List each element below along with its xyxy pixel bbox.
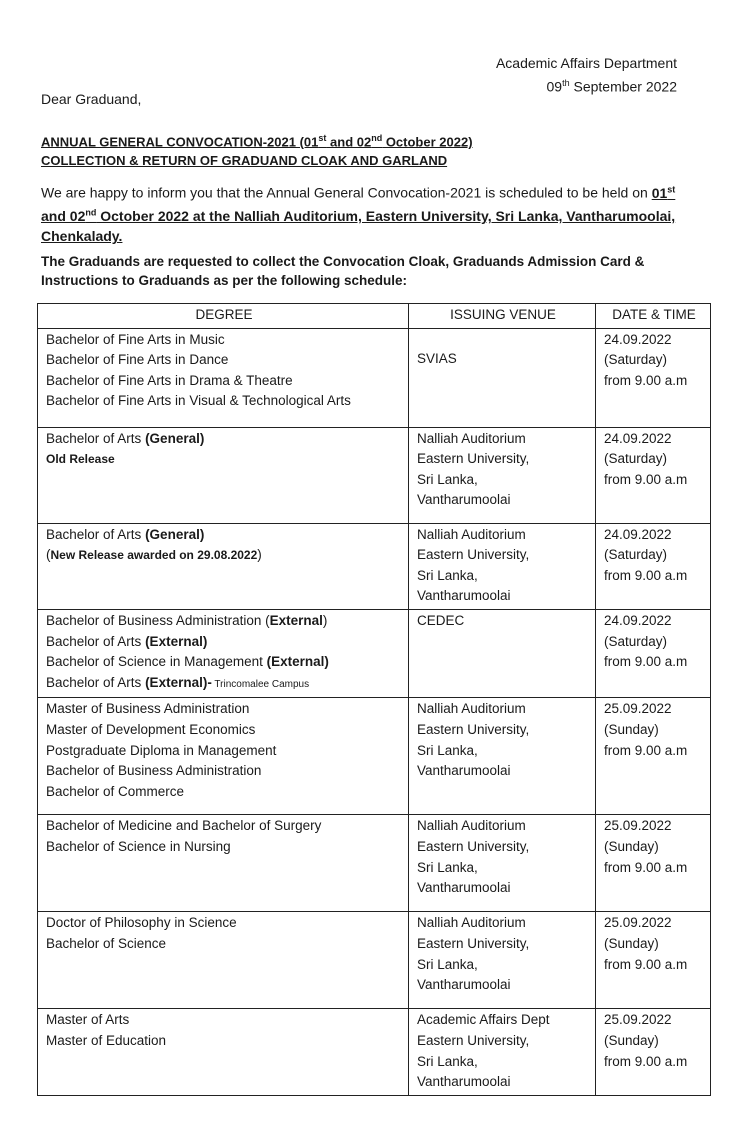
degree-cell: Bachelor of Fine Arts in Music Bachelor of Fine Arts in Dance Bachelor of Fine Arts in Drama & Theatre Bachelor of Fine Arts in Visual & Technological Arts: [38, 328, 409, 427]
venue-cell: Nalliah Auditorium Eastern University, Sri Lanka, Vantharumoolai: [409, 523, 596, 609]
letter-date: 09th September 2022: [546, 78, 677, 95]
venue-cell: Nalliah Auditorium Eastern University, Sri Lanka, Vantharumoolai: [409, 698, 596, 815]
header-venue: ISSUING VENUE: [409, 304, 596, 329]
table-row: [38, 698, 711, 815]
salutation: Dear Graduand,: [41, 91, 142, 107]
venue-cell: SVIAS: [409, 328, 596, 427]
venue-cell: Academic Affairs Dept Eastern University, Sri Lanka, Vantharumoolai: [409, 1009, 596, 1096]
date-cell: 25.09.2022 (Sunday) from 9.00 a.m: [596, 912, 711, 1009]
title-line-2: COLLECTION & RETURN OF GRADUAND CLOAK AND GARLAND: [41, 153, 448, 169]
date-cell: 24.09.2022 (Saturday) from 9.00 a.m: [596, 328, 711, 427]
degree-cell: Bachelor of Business Administration (External) Bachelor of Arts (External) Bachelor of Science in Management (External) Bachelor of Arts (External)- Trincomalee Campus: [38, 609, 409, 697]
degree-cell: Bachelor of Arts (General) Old Release: [38, 427, 409, 523]
letter-header: [496, 53, 677, 97]
table-header-row: [38, 304, 711, 329]
degree-cell: Master of Business Administration Master of Development Economics Postgraduate Diploma in Management Bachelor of Business Administration Bachelor of Commerce: [38, 698, 409, 815]
intro-paragraph: We are happy to inform you that the Annual General Convocation-2021 is scheduled to be held on 01st and 02nd October 2022 at the Nalliah Auditorium, Eastern University, Sri Lanka, Vantharumoolai, Chenkalady.: [41, 184, 676, 245]
letter-title: [41, 129, 473, 170]
date-cell: 24.09.2022 (Saturday) from 9.00 a.m: [596, 523, 711, 609]
venue-cell: Nalliah Auditorium Eastern University, Sri Lanka, Vantharumoolai: [409, 912, 596, 1009]
table-row: [38, 427, 711, 523]
header-date: DATE & TIME: [596, 304, 711, 329]
request-paragraph: The Graduands are requested to collect the Convocation Cloak, Graduands Admission Card & Instructions to Graduands as per the following schedule:: [41, 254, 645, 288]
table-row: [38, 912, 711, 1009]
table-row: [38, 815, 711, 912]
table-row: [38, 523, 711, 609]
department-name: Academic Affairs Department: [495, 55, 677, 71]
degree-cell: Bachelor of Arts (General) (New Release awarded on 29.08.2022): [38, 523, 409, 609]
venue-cell: CEDEC: [409, 609, 596, 697]
table-row: [38, 328, 711, 427]
date-cell: 25.09.2022 (Sunday) from 9.00 a.m: [596, 698, 711, 815]
title-line-1: ANNUAL GENERAL CONVOCATION-2021 (01st and 02nd October 2022): [41, 133, 473, 150]
schedule-table: [37, 303, 711, 1096]
date-cell: 24.09.2022 (Saturday) from 9.00 a.m: [596, 609, 711, 697]
date-cell: 25.09.2022 (Sunday) from 9.00 a.m: [596, 815, 711, 912]
degree-cell: Bachelor of Medicine and Bachelor of Surgery Bachelor of Science in Nursing: [38, 815, 409, 912]
degree-cell: Master of Arts Master of Education: [38, 1009, 409, 1096]
date-cell: 25.09.2022 (Sunday) from 9.00 a.m: [596, 1009, 711, 1096]
venue-cell: Nalliah Auditorium Eastern University, Sri Lanka, Vantharumoolai: [409, 815, 596, 912]
header-degree: DEGREE: [38, 304, 409, 329]
table-row: [38, 1009, 711, 1096]
venue-cell: Nalliah Auditorium Eastern University, Sri Lanka, Vantharumoolai: [409, 427, 596, 523]
date-cell: 24.09.2022 (Saturday) from 9.00 a.m: [596, 427, 711, 523]
table-row: [38, 609, 711, 697]
degree-cell: Doctor of Philosophy in Science Bachelor of Science: [38, 912, 409, 1009]
